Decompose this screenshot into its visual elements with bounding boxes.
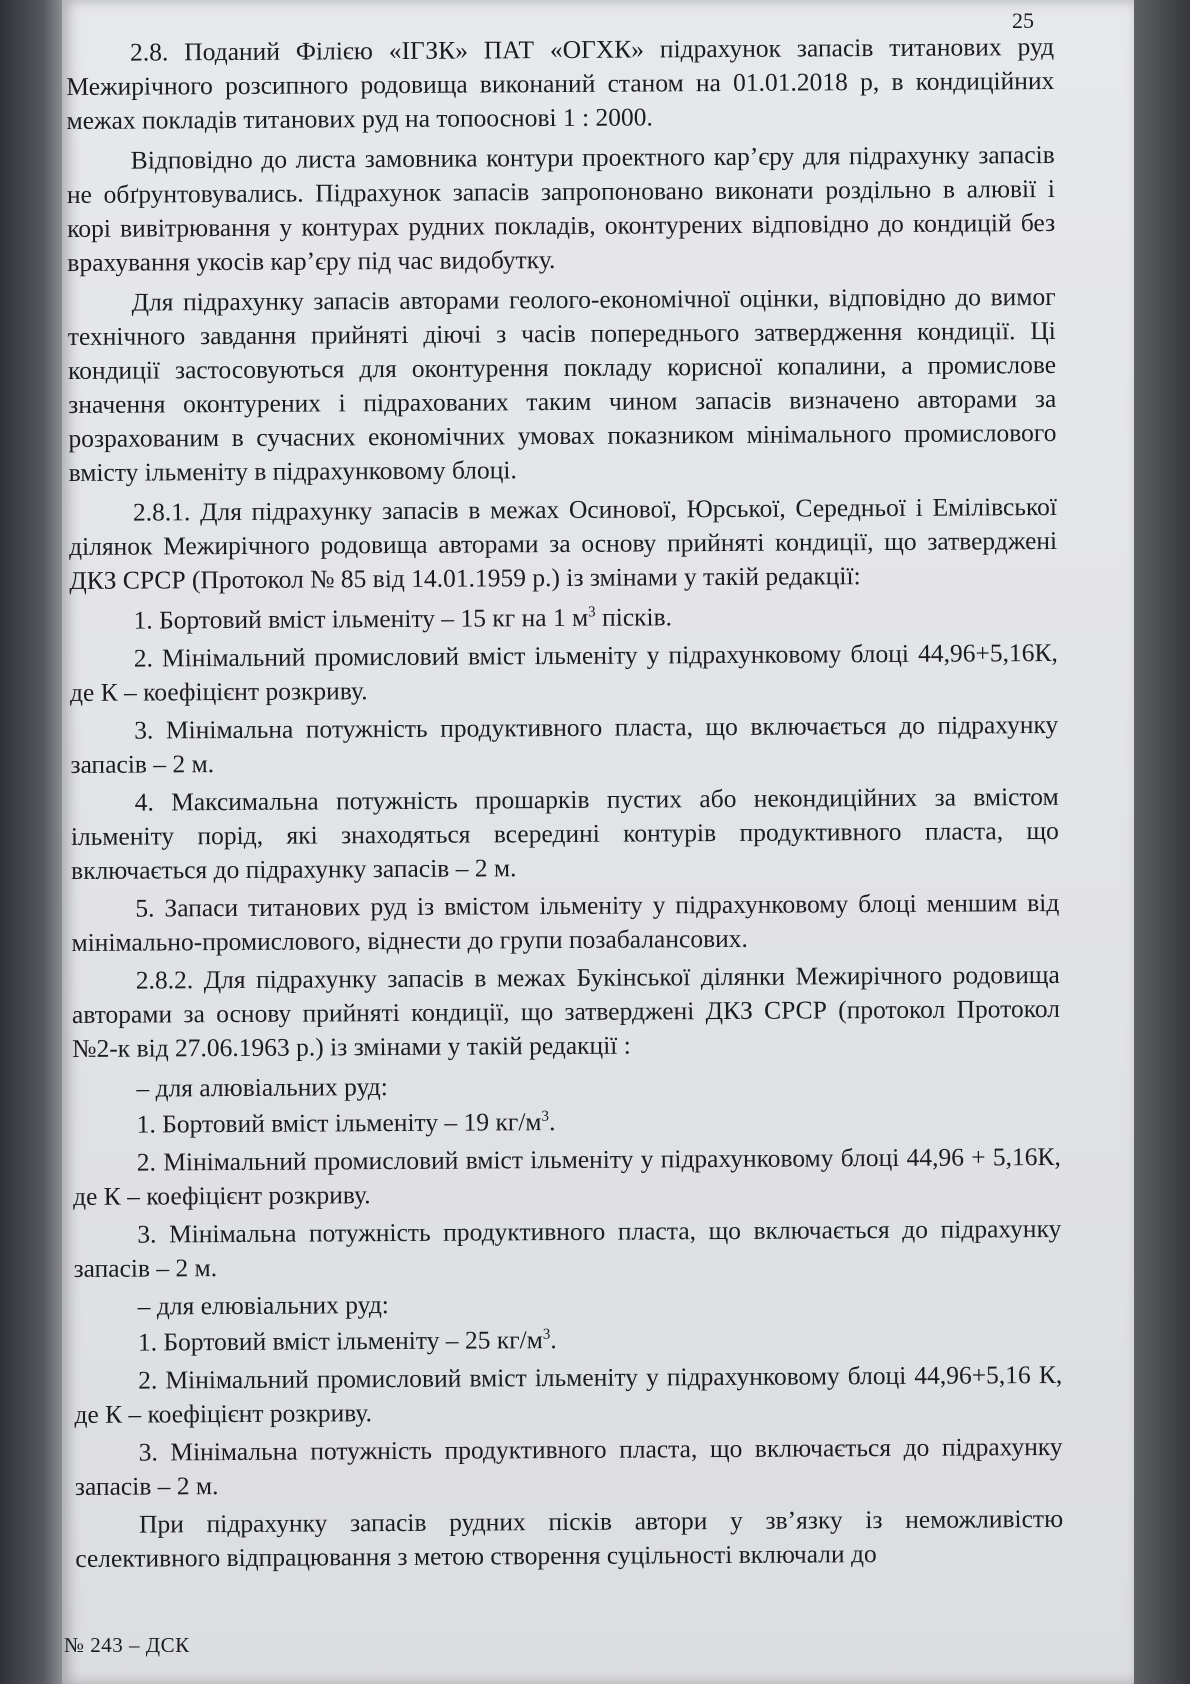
page-number: 25 <box>1012 8 1034 33</box>
superscript: 3 <box>541 1108 550 1125</box>
book-gutter-shadow <box>0 0 62 1684</box>
subheading-alluvial: – для алювіальних руд: <box>136 1072 388 1103</box>
alluvial-item-min-content: 2. Мінімальний промисловий вміст ільменіту у підрахунковому блоці 44,96 + 5,16К, де К – коефіцієнт розкриву. <box>73 1141 1061 1211</box>
list-item-min-content: 2. Мінімальний промисловий вміст ільменіту у підрахунковому блоці 44,96+5,16К, де К – коефіцієнт розкриву. <box>69 637 1058 707</box>
superscript: 3 <box>588 604 596 621</box>
paragraph-2-8-1: 2.8.1. Для підрахунку запасів в межах Осинової, Юрської, Середньої і Емілівської ділянок Межирічного родовища авторами за основу прийняті кондиції, що затверджені ДКЗ СРСР (Протокол № 85 від 14.01.1959 р.) із змінами у такій редакції: <box>69 491 1058 595</box>
list-item-off-balance: 5. Запаси титанових руд із вмістом ільменіту у підрахунковому блоці меншим від мінімально-промислового, віднести до групи позабалансових. <box>71 887 1060 957</box>
list-item-text: . <box>548 1107 556 1137</box>
alluvial-item-border-content <box>73 1102 1061 1142</box>
superscript: 3 <box>542 1326 551 1343</box>
paragraph-2-8: 2.8. Поданий Філією «ІГЗК» ПАТ «ОГХК» підрахунок запасів титанових руд Межирічного розсипного родовища виконаний станом на 01.01.2018 р, в кондиційних межах покладів титанових руд на топооснові 1 : 2000. <box>66 31 1055 135</box>
paragraph-2-8-2: 2.8.2. Для підрахунку запасів в межах Букінської ділянки Межирічного родовища авторами за основу прийняті кондиції, що затверджені ДКЗ СРСР (протокол Протокол №2-к від 27.06.1963 р.) із змінами у такій редакції : <box>71 959 1061 1063</box>
list-item-text: 1. Бортовий вміст ільменіту – 19 кг/м <box>136 1107 542 1139</box>
list-item-text: . <box>550 1325 557 1355</box>
eluvial-item-min-content: 2. Мінімальний промисловий вміст ільменіту у підрахунковому блоці 44,96+5,16 К, де К – коефіцієнт розкриву. <box>74 1359 1063 1429</box>
paragraph-ore-sands: При підрахунку запасів рудних пісків автори у зв’язку із неможливістю селективного відпрацювання з метою створення суцільності включали до <box>75 1503 1064 1573</box>
document-page <box>62 0 1134 1684</box>
document-footer-code: № 243 – ДСК <box>64 1633 190 1657</box>
subheading-eluvial: – для елювіальних руд: <box>137 1290 389 1321</box>
page-edge-shadow <box>1132 0 1190 1684</box>
eluvial-item-min-thickness: 3. Мінімальна потужність продуктивного пласта, що включається до підрахунку запасів – 2 м. <box>74 1431 1063 1501</box>
list-item-max-interlayer: 4. Максимальна потужність прошарків пустих або некондиційних за вмістом ільменіту порід, які знаходяться всередині контурів продуктивного пласта, що включається до підрахунку запасів – 2 м. <box>70 781 1059 885</box>
paragraph-conditions: Для підрахунку запасів авторами геолого-економічної оцінки, відповідно до вимог технічного завдання прийняті діючі з часів попереднього затвердження кондиції. Ці кондиції застосовуються для оконтурення покладу корисної копалини, а промислове значення оконтурених і підрахованих таким чином запасів визначено авторами за розрахованим в сучасних економічних умовах показником мінімального промислового вмісту ільменіту в підрахунковому блоці. <box>67 281 1057 487</box>
list-item-text: пісків. <box>595 602 673 632</box>
list-item-text: 1. Бортовий вміст ільменіту – 25 кг/м <box>137 1325 543 1357</box>
alluvial-item-min-thickness: 3. Мінімальна потужність продуктивного пласта, що включається до підрахунку запасів – 2 м. <box>73 1213 1062 1283</box>
paragraph-contours: Відповідно до листа замовника контури проектного кар’єру для підрахунку запасів не обґрунтовувались. Підрахунок запасів запропоновано виконати роздільно в алювії і корі вивітрювання у контурах рудних покладів, оконтурених відповідно до кондицій без врахування укосів кар’єру під час видобутку. <box>66 139 1056 277</box>
list-item-border-content <box>69 598 1057 638</box>
eluvial-item-border-content <box>74 1320 1062 1360</box>
page-body <box>66 30 1063 1582</box>
list-item-text: 1. Бортовий вміст ільменіту – 15 кг на 1 м <box>133 602 589 635</box>
list-item-min-thickness: 3. Мінімальна потужність продуктивного пласта, що включається до підрахунку запасів – 2 м. <box>70 709 1059 779</box>
